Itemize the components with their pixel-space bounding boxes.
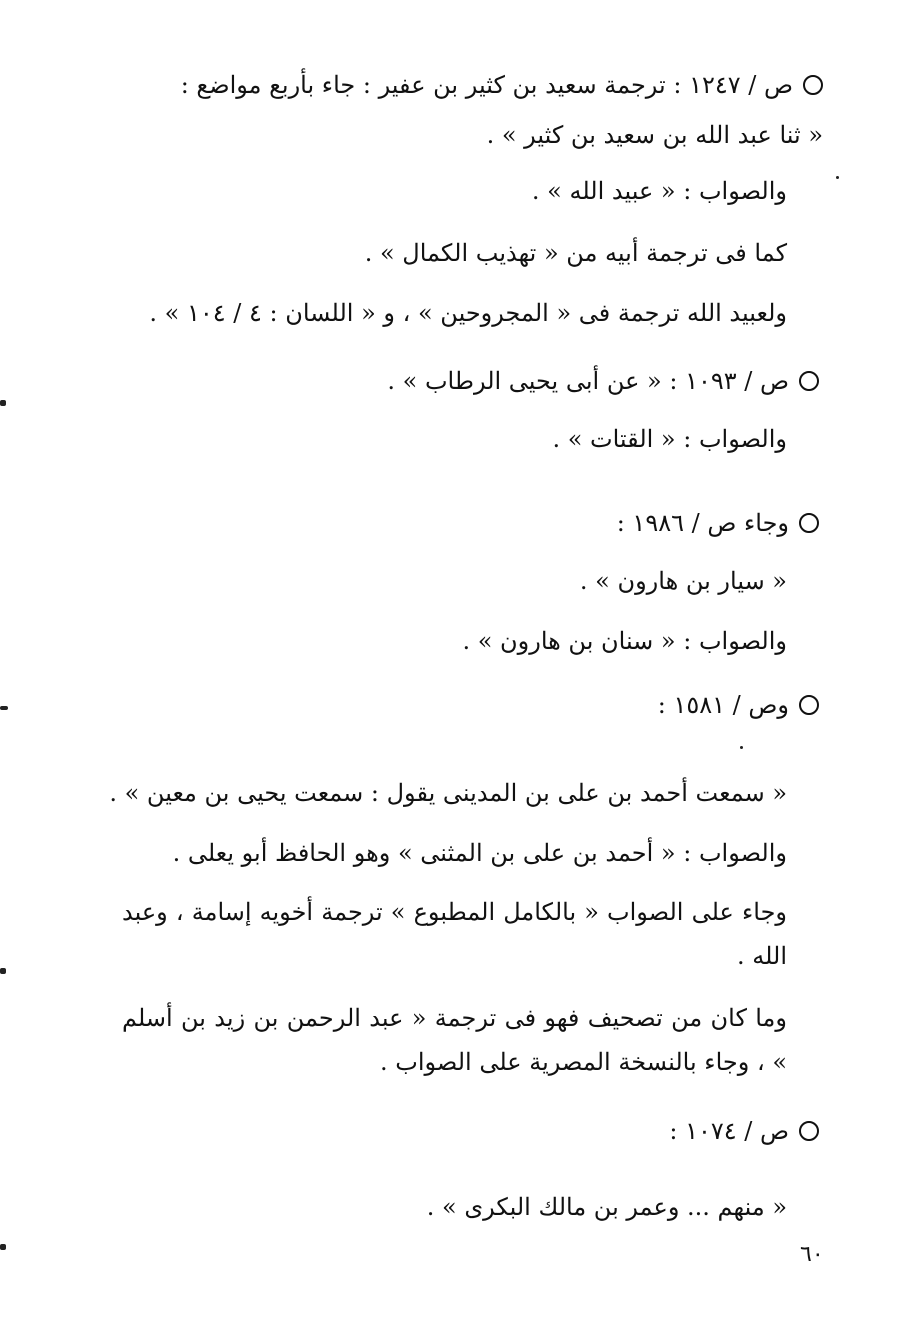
text-line-17 bbox=[427, 1192, 787, 1222]
text-line-4 bbox=[365, 238, 787, 268]
line-text: والصواب : « القتات » . bbox=[552, 425, 787, 453]
paragraph-text: وجاء على الصواب « بالكامل المطبوع » ترجمة أخويه إسامة ، وعبد الله . bbox=[122, 898, 787, 970]
line-text: ص / ١٠٩٣ : « عن أبى يحيى الرطاب » . bbox=[387, 367, 789, 395]
line-text: وص / ١٥٨١ : bbox=[657, 691, 789, 719]
text-line-13 bbox=[173, 838, 787, 868]
line-text: « ثنا عبد الله بن سعيد بن كثير » . bbox=[486, 121, 823, 149]
circle-bullet-icon bbox=[803, 75, 823, 95]
text-line-2 bbox=[487, 120, 823, 150]
text-line-12 bbox=[109, 778, 787, 808]
page-number: ٦٠ bbox=[800, 1242, 824, 1267]
line-text: والصواب : « سنان بن هارون » . bbox=[462, 627, 787, 655]
circle-bullet-icon bbox=[799, 695, 819, 715]
scan-speck bbox=[0, 400, 6, 406]
line-text: « سمعت أحمد بن على بن المدينى يقول : سمعت يحيى بن معين » . bbox=[109, 779, 787, 807]
line-text: وجاء ص / ١٩٨٦ : bbox=[616, 509, 789, 537]
text-line-1 bbox=[181, 70, 823, 100]
scan-speck bbox=[740, 746, 743, 749]
text-line-7 bbox=[552, 424, 787, 454]
line-text: ولعبيد الله ترجمة فى « المجروحين » ، و « اللسان : ٤ / ١٠٤ » . bbox=[149, 299, 787, 327]
line-text: « سيار بن هارون » . bbox=[579, 567, 787, 595]
paragraph-15 bbox=[122, 996, 787, 1084]
scan-speck bbox=[0, 1244, 6, 1250]
line-text: ص / ١٢٤٧ : ترجمة سعيد بن كثير بن عفير : جاء بأربع مواضع : bbox=[180, 71, 793, 99]
circle-bullet-icon bbox=[799, 371, 819, 391]
circle-bullet-icon bbox=[799, 1121, 819, 1141]
paragraph-text: وما كان من تصحيف فهو فى ترجمة « عبد الرحمن بن زيد بن أسلم » ، وجاء بالنسخة المصرية على الصواب . bbox=[122, 1004, 787, 1076]
text-line-9 bbox=[580, 566, 787, 596]
text-line-8 bbox=[617, 508, 819, 538]
scan-speck bbox=[0, 968, 6, 974]
scan-speck bbox=[836, 176, 839, 179]
paragraph-14 bbox=[122, 890, 787, 978]
text-line-6 bbox=[387, 366, 819, 396]
text-line-11 bbox=[658, 690, 819, 720]
circle-bullet-icon bbox=[799, 513, 819, 533]
line-text: « منهم ... وعمر بن مالك البكرى » . bbox=[426, 1193, 787, 1221]
line-text: كما فى ترجمة أبيه من « تهذيب الكمال » . bbox=[364, 239, 787, 267]
text-line-10 bbox=[462, 626, 787, 656]
text-line-16 bbox=[669, 1116, 819, 1146]
line-text: والصواب : « أحمد بن على بن المثنى » وهو الحافظ أبو يعلى . bbox=[172, 839, 787, 867]
text-line-3 bbox=[532, 176, 787, 206]
line-text: ص / ١٠٧٤ : bbox=[669, 1117, 789, 1145]
text-line-5 bbox=[149, 298, 787, 328]
line-text: والصواب : « عبيد الله » . bbox=[531, 177, 787, 205]
scan-speck bbox=[0, 706, 8, 710]
